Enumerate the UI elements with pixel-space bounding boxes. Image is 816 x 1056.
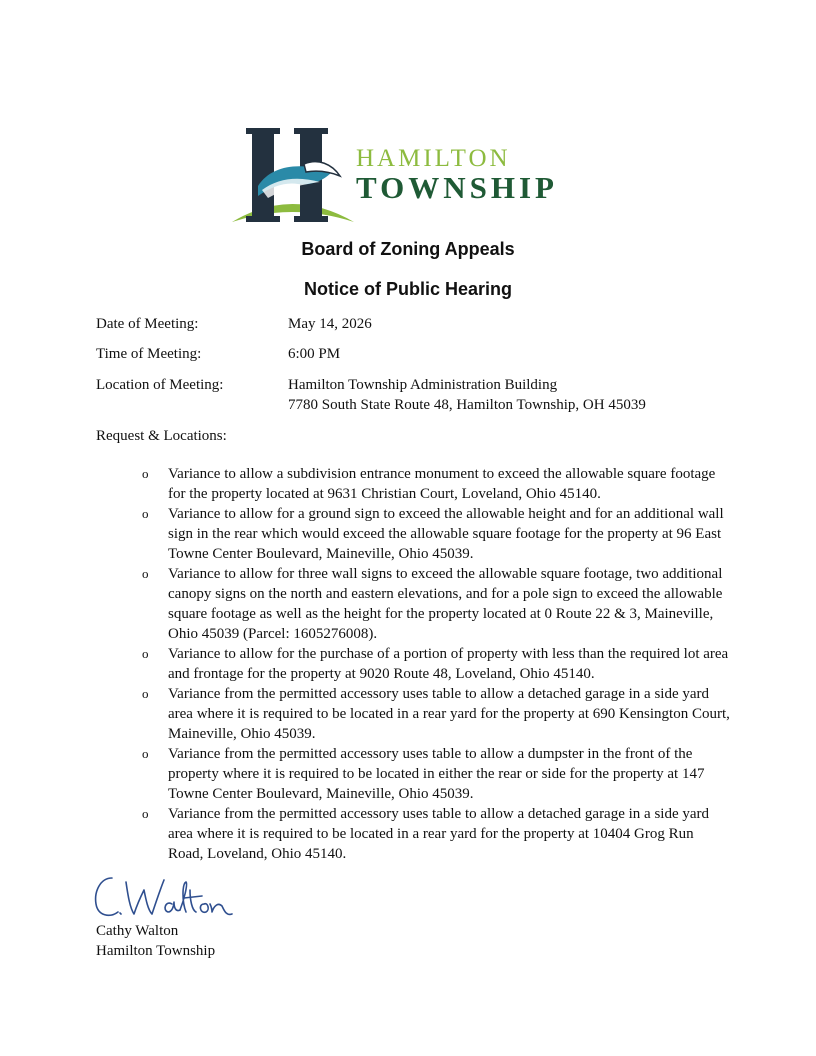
list-item	[142, 684, 732, 744]
location-label: Location of Meeting:	[96, 377, 224, 393]
list-item	[142, 804, 732, 864]
list-item-text: Variance to allow for a ground sign to exceed the allowable height and for an additional wall sign in the rear which would exceed the allowable square footage for the property at 96 East Towne Center Boulevard, Maineville, Ohio 45039.	[168, 506, 724, 562]
bullet-icon: o	[142, 506, 149, 521]
signature-icon	[90, 872, 240, 922]
request-list	[142, 464, 732, 864]
bullet-icon: o	[142, 746, 149, 761]
bullet-icon: o	[142, 686, 149, 701]
township-logo	[232, 124, 592, 226]
logo-text-hamilton: HAMILTON	[356, 145, 511, 172]
list-item	[142, 504, 732, 564]
time-value: 6:00 PM	[288, 346, 341, 362]
list-item-text: Variance from the permitted accessory uses table to allow a detached garage in a side yard area where it is required to be located in a rear yard for the property at 690 Kensington Court, Maineville, Ohio 45039.	[168, 686, 730, 742]
handwritten-signature	[90, 872, 240, 927]
list-item	[142, 744, 732, 804]
list-item	[142, 644, 732, 684]
list-item	[142, 564, 732, 644]
bullet-icon: o	[142, 646, 149, 661]
list-item-text: Variance to allow for three wall signs to exceed the allowable square footage, two additional canopy signs on the north and eastern elevations, and for a pole sign to exceed the allowable square footage as well as the height for the property located at 0 Route 22 & 3, Maineville, Ohio 45039 (Parcel: 1605276008).	[168, 566, 723, 642]
location-line-2: 7780 South State Route 48, Hamilton Township, OH 45039	[288, 397, 646, 413]
list-item-text: Variance from the permitted accessory uses table to allow a dumpster in the front of the property where it is required to be located in either the rear or side for the property at 147 Towne Center Boulevard, Maineville, Ohio 45039.	[168, 746, 705, 802]
signer-name: Cathy Walton	[96, 923, 179, 939]
list-item-text: Variance from the permitted accessory uses table to allow a detached garage in a side yard area where it is required to be located in a rear yard for the property at 10404 Grog Run Road, Loveland, Ohio 45140.	[168, 806, 710, 862]
bullet-icon: o	[142, 566, 149, 581]
requests-label: Request & Locations:	[96, 428, 227, 444]
bullet-icon: o	[142, 806, 149, 821]
signer-organization: Hamilton Township	[96, 943, 216, 959]
list-item-text: Variance to allow for the purchase of a portion of property with less than the required lot area and frontage for the property at 9020 Route 48, Loveland, Ohio 45140.	[168, 646, 729, 682]
list-item	[142, 464, 732, 504]
date-label: Date of Meeting:	[96, 316, 199, 332]
date-value: May 14, 2026	[288, 316, 372, 332]
document-title: Board of Zoning Appeals	[301, 239, 515, 259]
bullet-icon: o	[142, 466, 149, 481]
list-item-text: Variance to allow a subdivision entrance monument to exceed the allowable square footage for the property located at 9631 Christian Court, Loveland, Ohio 45140.	[168, 466, 716, 502]
time-label: Time of Meeting:	[96, 346, 202, 362]
location-line-1: Hamilton Township Administration Building	[288, 377, 558, 393]
logo-text-township: TOWNSHIP	[356, 170, 558, 205]
document-subtitle: Notice of Public Hearing	[303, 279, 513, 299]
